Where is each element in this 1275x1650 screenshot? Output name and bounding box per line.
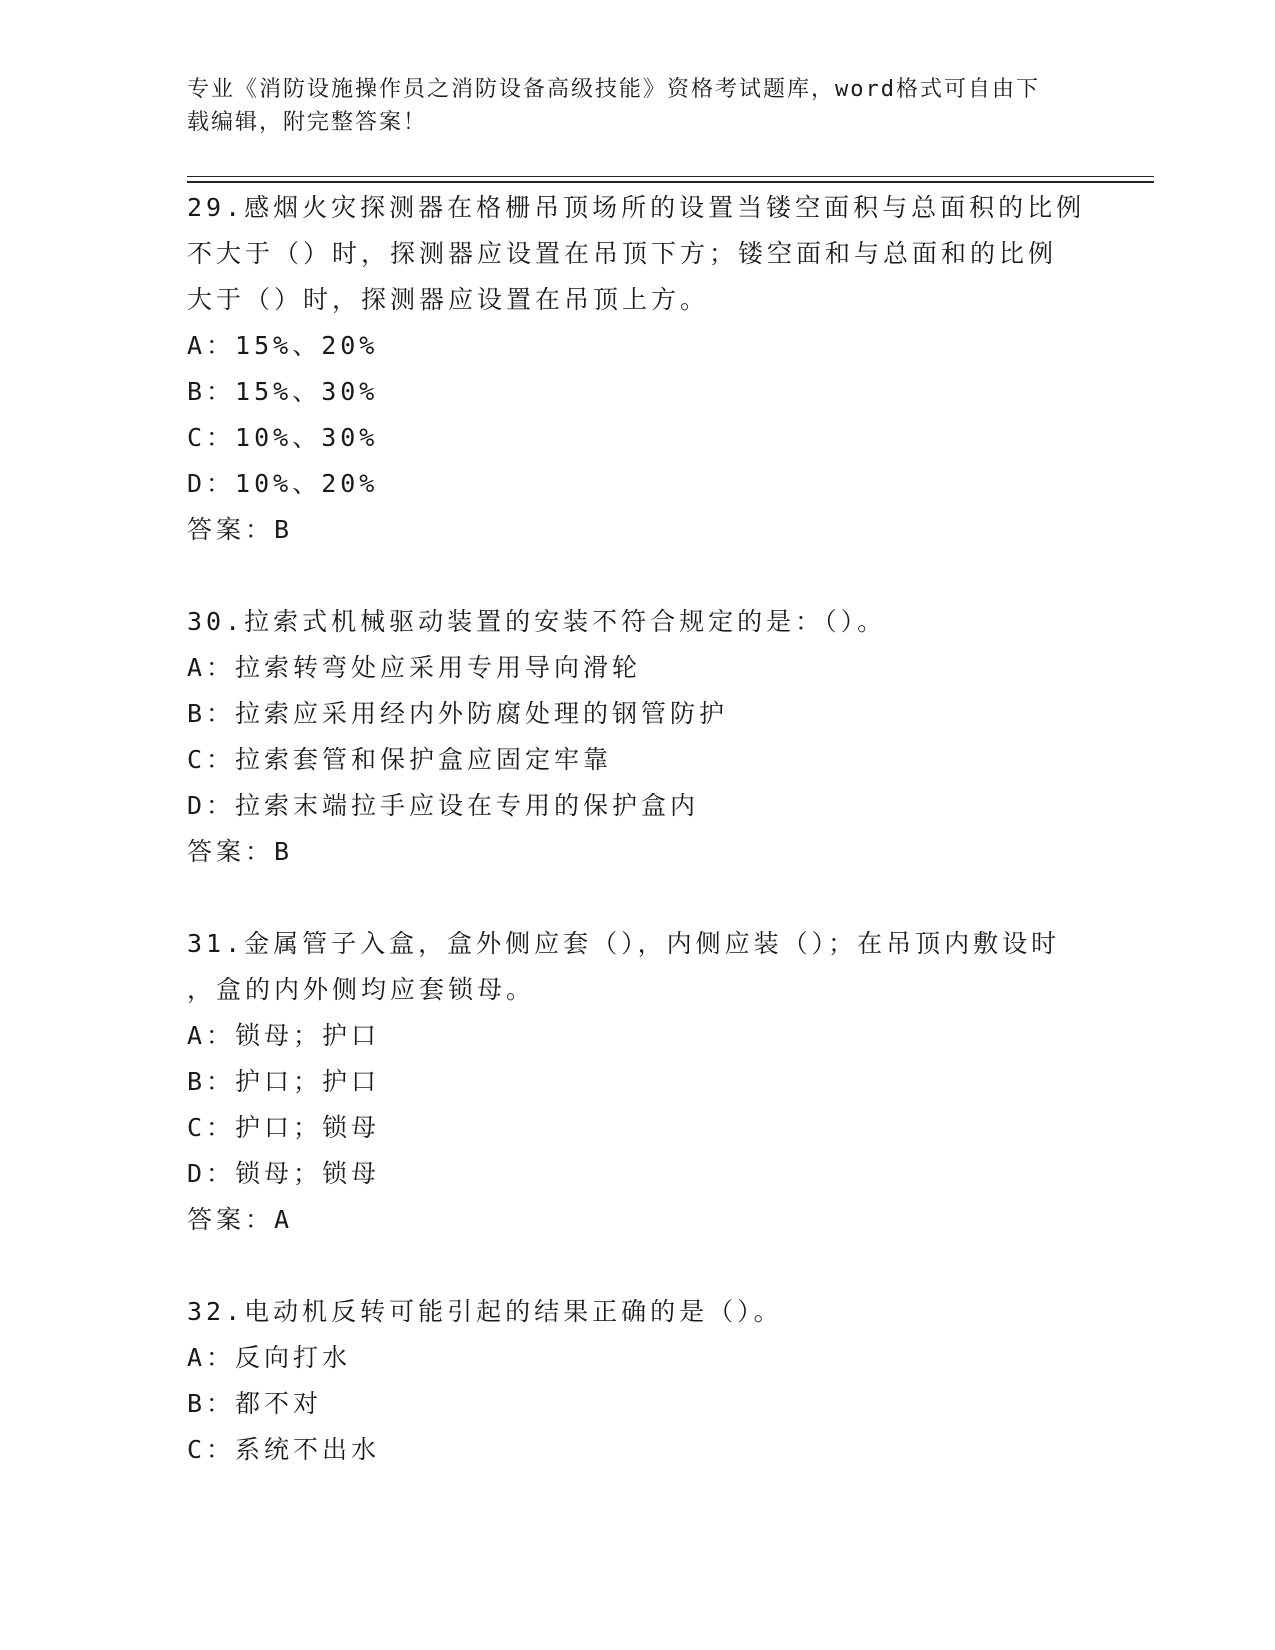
question-stem: 大于（）时，探测器应设置在吊顶上方。 xyxy=(187,285,710,314)
option-d: D：锁母；锁母 xyxy=(187,1159,381,1188)
question-stem: 31.金属管子入盒，盒外侧应套（），内侧应装（）；在吊顶内敷设时 xyxy=(187,929,1061,958)
header-divider-thin xyxy=(187,176,1154,177)
question-30 xyxy=(187,599,1087,875)
option-b: B：15%、30% xyxy=(187,377,379,406)
spacer xyxy=(187,553,1087,599)
question-stem: 30.拉索式机械驱动装置的安装不符合规定的是：（）。 xyxy=(187,607,887,636)
question-32 xyxy=(187,1289,1087,1473)
option-c: C：护口；锁母 xyxy=(187,1113,381,1142)
option-c: C：系统不出水 xyxy=(187,1435,381,1464)
header-line-1: 专业《消防设施操作员之消防设备高级技能》资格考试题库，word格式可自由下 xyxy=(187,77,1040,102)
document-header xyxy=(187,73,1087,139)
option-a: A：反向打水 xyxy=(187,1343,352,1372)
question-stem: 29.感烟火灾探测器在格栅吊顶场所的设置当镂空面积与总面积的比例 xyxy=(187,193,1086,222)
option-a: A：15%、20% xyxy=(187,331,379,360)
option-b: B：护口；护口 xyxy=(187,1067,381,1096)
header-line-2: 载编辑，附完整答案！ xyxy=(187,110,428,135)
answer: 答案：B xyxy=(187,837,294,866)
question-stem: 不大于（）时，探测器应设置在吊顶下方；镂空面和与总面和的比例 xyxy=(187,239,1058,268)
option-b: B：都不对 xyxy=(187,1389,323,1418)
option-a: A：拉索转弯处应采用专用导向滑轮 xyxy=(187,653,642,682)
option-d: D：10%、20% xyxy=(187,469,379,498)
header-divider-thick xyxy=(187,181,1154,183)
option-c: C：拉索套管和保护盒应固定牢靠 xyxy=(187,745,613,774)
question-29 xyxy=(187,185,1087,553)
option-a: A：锁母；护口 xyxy=(187,1021,381,1050)
spacer xyxy=(187,875,1087,921)
option-b: B：拉索应采用经内外防腐处理的钢管防护 xyxy=(187,699,729,728)
option-c: C：10%、30% xyxy=(187,423,379,452)
spacer xyxy=(187,1243,1087,1289)
question-list xyxy=(187,185,1087,1473)
question-stem: ，盒的内外侧均应套锁母。 xyxy=(187,975,536,1004)
question-31 xyxy=(187,921,1087,1243)
question-stem: 32.电动机反转可能引起的结果正确的是（）。 xyxy=(187,1297,783,1326)
option-d: D：拉索末端拉手应设在专用的保护盒内 xyxy=(187,791,700,820)
answer: 答案：B xyxy=(187,515,294,544)
answer: 答案：A xyxy=(187,1205,294,1234)
